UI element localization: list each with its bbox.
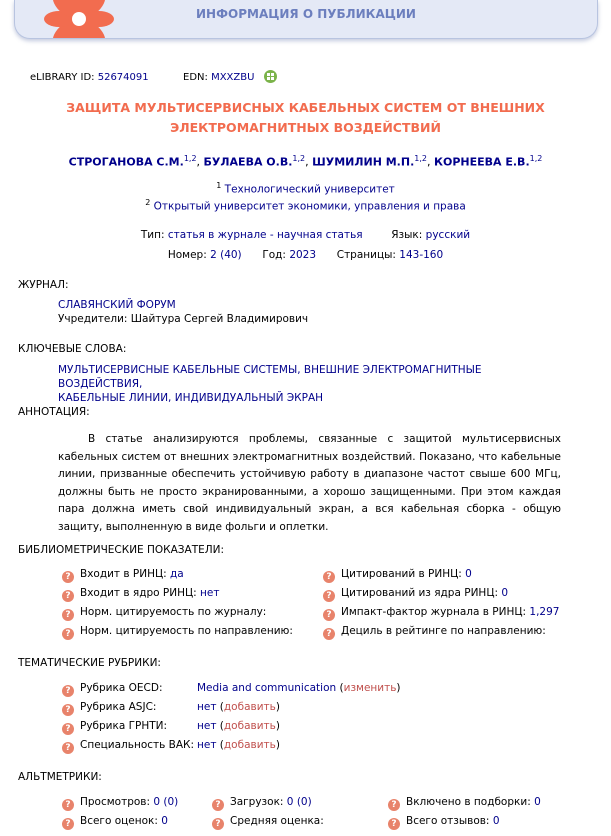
rubric-value-link[interactable]: Media and communication xyxy=(197,682,337,694)
biblio-row: ? Дециль в рейтинге по направлению: xyxy=(323,625,546,640)
rubric-value-cell: нет (добавить) xyxy=(197,739,280,751)
biblio-value: нет xyxy=(200,587,220,599)
language-label: Язык: xyxy=(391,229,423,241)
rubric-add-link[interactable]: добавить xyxy=(223,720,276,732)
rubric-row: ? Рубрика ГРНТИ: xyxy=(62,720,167,735)
author-link[interactable]: БУЛАЕВА О.В. xyxy=(203,155,293,169)
author-link[interactable]: КОРНЕЕВА Е.В. xyxy=(434,155,530,169)
question-circle-icon[interactable]: ? xyxy=(212,818,224,830)
rubric-value-cell: нет (добавить) xyxy=(197,701,280,713)
keywords-block xyxy=(58,363,558,405)
author-affil-sup: 1,2 xyxy=(529,154,543,163)
altmetric-item: ? Средняя оценка: xyxy=(212,815,324,830)
question-circle-icon[interactable]: ? xyxy=(388,799,400,811)
edn-grid-icon[interactable] xyxy=(264,70,277,83)
altmetric-item: ? Просмотров: 0 (0) xyxy=(62,796,178,811)
type-value: статья в журнале - научная статья xyxy=(167,229,363,241)
biblio-row: ? Импакт-фактор журнала в РИНЦ: 1,297 xyxy=(323,606,559,621)
rubric-value-cell: Media and communication (изменить) xyxy=(197,682,401,694)
biblio-value: 0 xyxy=(501,587,509,599)
abstract-text: В статье анализируются проблемы, связанные с защитой мультисервисных кабельных систем от внешних электромагнитных воздействий. Показано, что кабельные линии, призванные обеспечить устойчивую работу в диапазоне частот свыше 600 МГц, должны быть не просто экранированными, а хорошо защищенными. При этом каждая пара должна иметь свой индивидуальный экран, а вся кабельная сборка - общую защиту, выполненную в виде фольги и оплетки. xyxy=(58,433,561,533)
year-value: 2023 xyxy=(289,249,317,261)
biblio-row: ? Цитирований в РИНЦ: 0 xyxy=(323,568,472,583)
rubric-value: нет xyxy=(197,739,217,751)
keywords-line[interactable]: МУЛЬТИСЕРВИСНЫЕ КАБЕЛЬНЫЕ СИСТЕМЫ, ВНЕШНИЕ ЭЛЕКТРОМАГНИТНЫЕ ВОЗДЕЙСТВИЯ, xyxy=(58,364,482,390)
altmetric-value: 0 xyxy=(534,796,541,808)
question-circle-icon[interactable]: ? xyxy=(388,818,400,830)
altmetric-item: ? Всего отзывов: 0 xyxy=(388,815,500,830)
question-circle-icon[interactable]: ? xyxy=(62,590,74,602)
abstract-heading: АННОТАЦИЯ: xyxy=(18,406,90,418)
affiliation-2 xyxy=(0,198,611,213)
journal-block xyxy=(58,298,308,326)
issue-label: Номер: xyxy=(167,249,207,261)
biblio-row: ? Норм. цитируемость по направлению: xyxy=(62,625,293,640)
question-circle-icon[interactable]: ? xyxy=(62,704,74,716)
altmetric-value: 0 xyxy=(492,815,500,827)
author-affil-sup: 1,2 xyxy=(183,154,197,163)
rubric-add-link[interactable]: добавить xyxy=(223,739,276,751)
altmetric-item: ? Включено в подборки: 0 xyxy=(388,796,541,811)
flower-logo-icon xyxy=(44,0,114,38)
altmetric-item: ? Всего оценок: 0 xyxy=(62,815,168,830)
biblio-row: ? Входит в РИНЦ: да xyxy=(62,568,184,583)
keywords-heading: КЛЮЧЕВЫЕ СЛОВА: xyxy=(18,343,127,355)
affiliation-link[interactable]: Технологический университет xyxy=(224,183,395,196)
question-circle-icon[interactable]: ? xyxy=(323,590,335,602)
altmetric-value: 0 (0) xyxy=(286,796,312,808)
rubric-add-link[interactable]: добавить xyxy=(223,701,276,713)
page-header-title: ИНФОРМАЦИЯ О ПУБЛИКАЦИИ xyxy=(196,7,416,21)
bibliometrics-heading: БИБЛИОМЕТРИЧЕСКИЕ ПОКАЗАТЕЛИ: xyxy=(18,544,225,556)
journal-heading: ЖУРНАЛ: xyxy=(18,279,69,291)
journal-name-link[interactable]: СЛАВЯНСКИЙ ФОРУМ xyxy=(58,299,176,311)
rubric-row: ? Специальность ВАК: xyxy=(62,739,194,754)
rubric-row: ? Рубрика ASJC: xyxy=(62,701,156,716)
biblio-row: ? Цитирований из ядра РИНЦ: 0 xyxy=(323,587,508,602)
publication-title: ЗАЩИТА МУЛЬТИСЕРВИСНЫХ КАБЕЛЬНЫХ СИСТЕМ ОТ ВНЕШНИХ ЭЛЕКТРОМАГНИТНЫХ ВОЗДЕЙСТВИЙ xyxy=(66,100,545,135)
biblio-row: ? Норм. цитируемость по журналу: xyxy=(62,606,266,621)
type-label: Тип: xyxy=(140,229,165,241)
altmetric-value: 0 (0) xyxy=(153,796,179,808)
affiliation-number: 2 xyxy=(145,198,151,207)
question-circle-icon[interactable]: ? xyxy=(62,799,74,811)
question-circle-icon[interactable]: ? xyxy=(323,609,335,621)
question-circle-icon[interactable]: ? xyxy=(323,571,335,583)
affiliation-1 xyxy=(0,181,611,196)
question-circle-icon[interactable]: ? xyxy=(62,685,74,697)
question-circle-icon[interactable]: ? xyxy=(62,818,74,830)
edn-label: EDN: xyxy=(183,72,208,83)
authors-line: СТРОГАНОВА С.М.$^{1,2}$, БУЛАЕВА О.В.$^{1,2}$, ШУМИЛИН М.П.$^{1,2}$, КОРНЕЕВА Е.В.$^{1,2}$ xyxy=(68,154,543,169)
issue-year-pages-line xyxy=(0,249,611,261)
question-circle-icon[interactable]: ? xyxy=(62,609,74,621)
question-circle-icon[interactable]: ? xyxy=(62,742,74,754)
elibrary-id-value: 52674091 xyxy=(97,72,149,83)
affiliation-number: 1 xyxy=(216,181,222,190)
biblio-row: ? Входит в ядро РИНЦ: нет xyxy=(62,587,219,602)
question-circle-icon[interactable]: ? xyxy=(62,628,74,640)
question-circle-icon[interactable]: ? xyxy=(62,723,74,735)
biblio-value: да xyxy=(170,568,184,580)
author-link[interactable]: ШУМИЛИН М.П. xyxy=(312,155,415,169)
type-language-line xyxy=(0,229,611,241)
affiliation-link[interactable]: Открытый университет экономики, управления и права xyxy=(153,200,466,213)
author-affil-sup: 1,2 xyxy=(414,154,427,163)
rubric-change-link[interactable]: изменить xyxy=(343,682,397,694)
altmetric-value: 0 xyxy=(161,815,168,827)
author-affil-sup: 1,2 xyxy=(292,154,306,163)
journal-founders: Учредители: Шайтура Сергей Владимирович xyxy=(58,313,309,325)
identifiers-line xyxy=(30,70,277,83)
rubric-value: нет xyxy=(197,701,217,713)
altmetrics-heading: АЛЬТМЕТРИКИ: xyxy=(18,771,102,783)
question-circle-icon[interactable]: ? xyxy=(62,571,74,583)
altmetric-item: ? Загрузок: 0 (0) xyxy=(212,796,312,811)
biblio-value: 0 xyxy=(465,568,472,580)
issue-value[interactable]: 2 (40) xyxy=(210,249,242,261)
rubric-value-cell: нет (добавить) xyxy=(197,720,280,732)
language-value: русский xyxy=(425,229,471,241)
author-link[interactable]: СТРОГАНОВА С.М. xyxy=(68,155,184,169)
year-label: Год: xyxy=(262,249,286,261)
keywords-line[interactable]: КАБЕЛЬНЫЕ ЛИНИИ, ИНДИВИДУАЛЬНЫЙ ЭКРАН xyxy=(58,392,324,404)
pages-value: 143-160 xyxy=(399,249,444,261)
question-circle-icon[interactable]: ? xyxy=(323,628,335,640)
elibrary-id-label: eLIBRARY ID: xyxy=(30,72,95,83)
pages-label: Страницы: xyxy=(336,249,396,261)
rubrics-heading: ТЕМАТИЧЕСКИЕ РУБРИКИ: xyxy=(18,657,161,669)
edn-value[interactable]: MXXZBU xyxy=(211,72,255,83)
biblio-value: 1,297 xyxy=(529,606,560,618)
question-circle-icon[interactable]: ? xyxy=(212,799,224,811)
rubric-value: нет xyxy=(197,720,217,732)
rubric-row: ? Рубрика OECD: xyxy=(62,682,162,697)
